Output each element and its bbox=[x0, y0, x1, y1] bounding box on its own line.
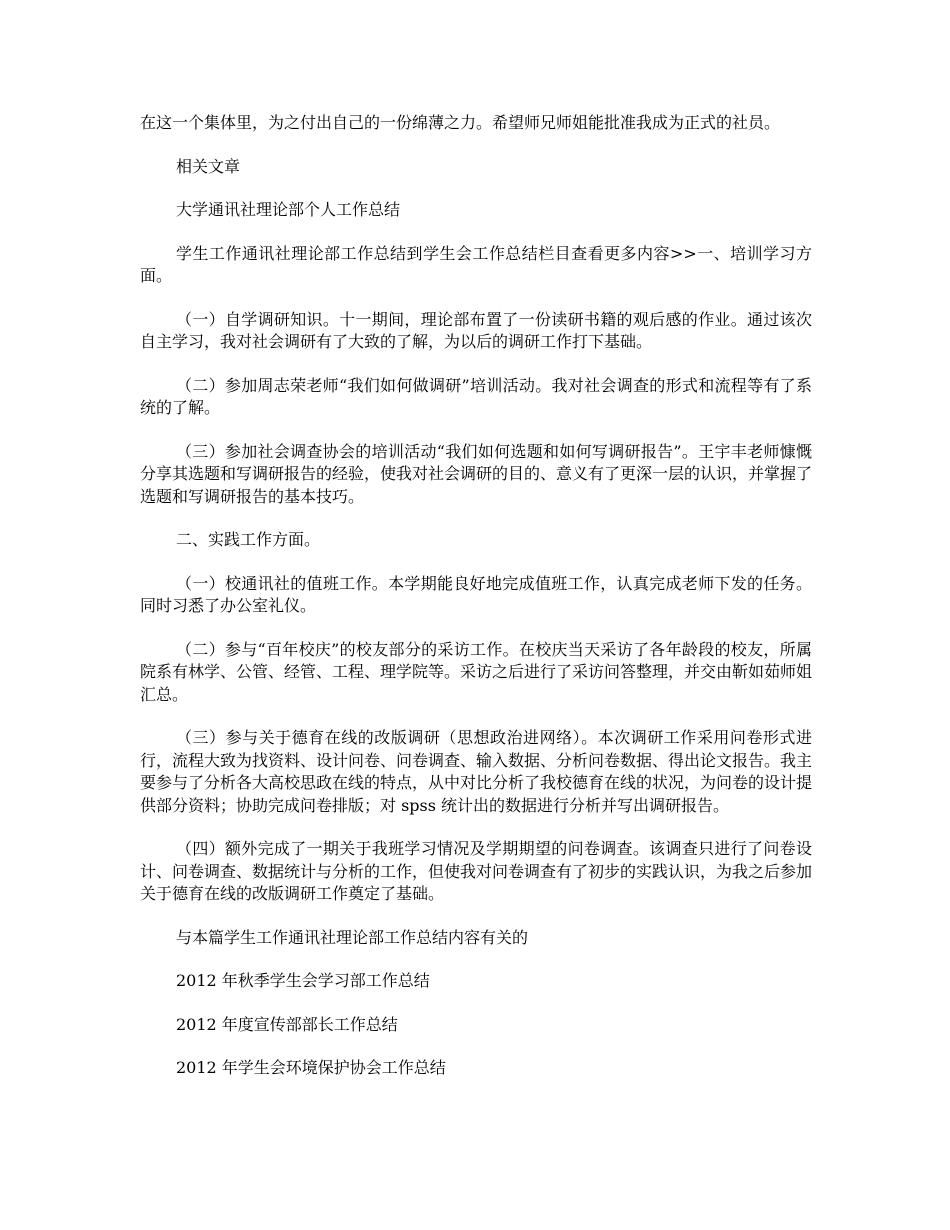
related-link-3: 2012 年学生会环境保护协会工作总结 bbox=[176, 1058, 446, 1077]
section-heading-practice: 二、实践工作方面。 bbox=[176, 530, 321, 549]
practice-item-2: （二）参与“百年校庆”的校友部分的采访工作。在校庆当天采访了各年龄段的校友，所属院系有林学、公管、经管、工程、理学院等。采访之后进行了采访问答整理，并交由靳如茹师姐汇总。 bbox=[140, 639, 813, 704]
training-item-2: （二）参加周志荣老师“我们如何做调研”培训活动。我对社会调查的形式和流程等有了系统的了解。 bbox=[140, 375, 812, 417]
training-item-1: （一）自学调研知识。十一期间，理论部布置了一份读研书籍的观后感的作业。通过该次自主学习，我对社会调研有了大致的了解，为以后的调研工作打下基础。 bbox=[140, 309, 812, 351]
document-page bbox=[140, 112, 812, 1080]
practice-item-3: （三）参与关于德育在线的改版调研（思想政治进网络）。本次调研工作采用问卷形式进行，流程大致为找资料、设计问卷、问卷调查、输入数据、分析问卷数据、得出论文报告。我主要参与了分析各大高校思政在线的特点，从中对比分析了我校德育在线的状况，为问卷的设计提供部分资料；协助完成问卷排版；对 spss 统计出的数据进行分析并写出调研报告。 bbox=[140, 728, 813, 815]
practice-item-1: （一）校通讯社的值班工作。本学期能良好地完成值班工作，认真完成老师下发的任务。同时习悉了办公室礼仪。 bbox=[140, 573, 812, 615]
continuation-paragraph: 在这一个集体里，为之付出自己的一份绵薄之力。希望师兄师姐能批准我成为正式的社员。 bbox=[140, 113, 781, 132]
related-link-1: 2012 年秋季学生会学习部工作总结 bbox=[176, 971, 430, 990]
related-link-2: 2012 年度宣传部部长工作总结 bbox=[176, 1014, 398, 1034]
training-item-3: （三）参加社会调查协会的培训活动“我们如何选题和如何写调研报告”。王宇丰老师慷慨分享其选题和写调研报告的经验，使我对社会调研的目的、意义有了更深一层的认识，并掌握了选题和写调研报告的基本技巧。 bbox=[140, 441, 813, 506]
related-article-title: 大学通讯社理论部个人工作总结 bbox=[176, 200, 401, 219]
related-articles-heading: 相关文章 bbox=[176, 156, 241, 176]
intro-paragraph: 学生工作通讯社理论部工作总结到学生会工作总结栏目查看更多内容>>一、培训学习方面。 bbox=[140, 243, 812, 285]
practice-item-4: （四）额外完成了一期关于我班学习情况及学期期望的问卷调查。该调查只进行了问卷设计、问卷调查、数据统计与分析的工作，但使我对问卷调查有了初步的实践认识，为我之后参加关于德育在线的改版调研工作奠定了基础。 bbox=[140, 839, 813, 903]
related-content-heading: 与本篇学生工作通讯社理论部工作总结内容有关的 bbox=[176, 927, 529, 947]
